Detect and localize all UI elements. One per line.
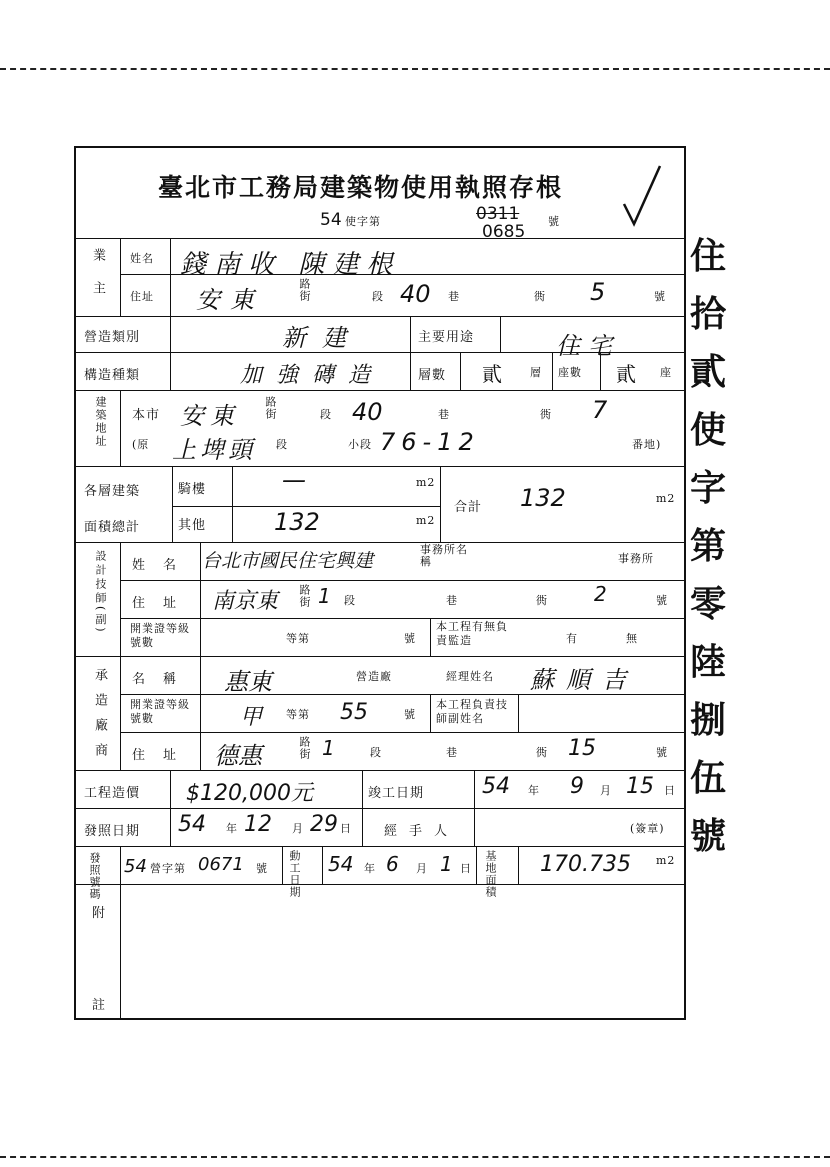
rule: [200, 542, 201, 770]
owner-addr-no-value: 5: [590, 278, 606, 306]
designer-name-label: 姓名: [132, 558, 195, 573]
rule: [74, 390, 686, 391]
remarks-label-bottom: 註: [92, 998, 107, 1013]
cost-finish-year: 54: [482, 774, 510, 799]
area-arcade-label: 騎樓: [178, 482, 207, 497]
side-stamp-char: 字: [690, 467, 727, 509]
contractor-name-label: 名稱: [132, 672, 195, 687]
rule: [74, 808, 686, 809]
designer-addr-label: 住址: [132, 596, 195, 611]
rule: [172, 506, 440, 507]
site-no-value2: 7: [592, 396, 608, 424]
rule: [500, 316, 501, 352]
contractor-alley: 衖: [536, 746, 548, 759]
designer-grade: 等第: [286, 632, 310, 645]
contractor-engineer-label: 本工程負責技師副姓名: [436, 698, 508, 725]
rule: [120, 884, 121, 1020]
rule: [120, 238, 121, 316]
area-arcade-value: —: [282, 466, 306, 494]
designer-section-value: 1: [318, 584, 331, 608]
rule: [518, 694, 519, 732]
owner-section-label: 業主: [90, 248, 105, 314]
owner-addr-road: 路街: [298, 278, 311, 302]
rule: [474, 770, 475, 808]
area-arcade-unit: m2: [416, 476, 436, 489]
checkmark-icon: [622, 160, 662, 234]
owner-addr-district: 安東: [196, 286, 264, 314]
permit-number: 0685: [482, 222, 526, 242]
area-other-label: 其他: [178, 518, 207, 533]
site-lot: 番地): [632, 438, 662, 451]
contractor-addr-label: 住址: [132, 748, 195, 763]
construction-floors-label: 層數: [418, 368, 447, 383]
construction-floors-value: 貳: [482, 362, 502, 386]
rule: [430, 694, 431, 732]
rule: [476, 846, 477, 884]
side-stamp-char: 捌: [690, 699, 727, 741]
permit-day: 日: [460, 862, 472, 875]
permit-base-unit: m2: [656, 854, 676, 867]
designer-no-value: 2: [594, 582, 607, 606]
site-road: 路街: [264, 396, 277, 420]
cost-month: 月: [600, 784, 612, 797]
rule: [232, 466, 233, 542]
site-orig-section: 段: [276, 438, 288, 451]
permit-start-year: 54: [328, 852, 354, 876]
permit-prefix: 使字第: [345, 215, 381, 228]
side-stamp: [690, 228, 730, 868]
permit-prefix-value: 54: [124, 856, 147, 877]
area-label2: 面積總計: [84, 520, 141, 535]
permit-number-value: 0671: [198, 854, 244, 875]
rule: [120, 580, 686, 581]
designer-name-value: 台北市國民住宅興建: [202, 550, 374, 572]
permit-year: 54: [320, 210, 342, 230]
construction-type-label: 營造類別: [84, 330, 141, 345]
owner-addr-street: 衖: [534, 290, 546, 303]
site-label: 建築地址: [94, 396, 107, 448]
rule: [172, 466, 173, 542]
rule: [74, 542, 686, 543]
rule: [552, 352, 553, 390]
rule: [518, 846, 519, 884]
designer-label: 設計技師(副): [94, 550, 107, 635]
designer-lane: 巷: [446, 594, 458, 607]
area-total-label: 合計: [454, 500, 483, 515]
construction-floors-unit: 層: [530, 366, 542, 379]
rule: [120, 732, 686, 733]
contractor-lane: 巷: [446, 746, 458, 759]
construction-blocks-label: 座數: [558, 366, 582, 379]
contractor-road: 路街: [298, 736, 311, 760]
rule: [474, 808, 475, 846]
rule: [74, 884, 686, 885]
page-title: 臺北市工務局建築物使用執照存根: [158, 173, 564, 202]
contractor-firm: 營造廠: [356, 670, 392, 683]
construction-usage-label: 主要用途: [418, 330, 475, 345]
site-lot-value: 76-12: [380, 428, 480, 456]
side-stamp-char: 住: [690, 235, 727, 277]
site-section: 段: [320, 408, 332, 421]
area-other-unit: m2: [416, 514, 436, 527]
cost-finish-day: 15: [626, 774, 654, 799]
side-stamp-char: 拾: [690, 293, 727, 335]
side-stamp-char: 陸: [690, 641, 727, 683]
rule: [362, 808, 363, 846]
rule: [74, 656, 686, 657]
site-lane: 巷: [438, 408, 450, 421]
issue-year: 年: [226, 822, 238, 835]
owner-addr-no: 號: [654, 290, 666, 303]
remarks-label-top: 附: [92, 906, 107, 921]
side-stamp-char: 號: [690, 815, 727, 857]
permit-suffix: 號: [548, 215, 560, 228]
contractor-no-value: 15: [568, 736, 596, 761]
contractor-label: 承造廠商: [92, 668, 107, 768]
cost-year: 年: [528, 784, 540, 797]
issue-seal: (簽章): [630, 822, 665, 835]
construction-blocks-unit: 座: [660, 366, 672, 379]
rule: [170, 808, 171, 846]
contractor-addr-value: 德惠: [214, 742, 262, 770]
issue-day: 日: [340, 822, 352, 835]
side-stamp-char: 零: [690, 583, 727, 625]
designer-none: 無: [626, 632, 638, 645]
designer-no: 號: [656, 594, 668, 607]
area-total-value: 132: [520, 484, 566, 512]
issue-handler-label: 經手人: [384, 824, 460, 839]
designer-office-suffix: 事務所: [618, 552, 654, 565]
rule: [170, 238, 171, 316]
rule: [74, 846, 686, 847]
cost-value: $120,000元: [186, 781, 313, 806]
rule: [170, 316, 171, 390]
permit-base-label: 基地面積: [484, 850, 497, 898]
designer-supervise-label: 本工程有無負責監造: [436, 620, 508, 647]
permit-number-struck: 0311: [476, 204, 520, 224]
site-district: 安東: [180, 402, 240, 430]
site-orig-subsection: 小段: [348, 438, 372, 451]
designer-alley: 衖: [536, 594, 548, 607]
designer-has: 有: [566, 632, 578, 645]
issue-year-value: 54: [178, 812, 206, 837]
owner-addr-alley-no: 40: [400, 280, 431, 308]
scan-edge-bottom: [0, 1156, 830, 1158]
contractor-manager-value: 蘇順吉: [530, 666, 638, 694]
scan-edge-top: [0, 68, 830, 70]
designer-road: 路街: [298, 584, 311, 608]
construction-blocks-value: 貳: [616, 362, 636, 386]
issue-month: 月: [292, 822, 304, 835]
side-stamp-char: 貳: [690, 351, 727, 393]
area-label1: 各層建築: [84, 484, 141, 499]
contractor-no: 號: [656, 746, 668, 759]
construction-usage-value: 住宅: [556, 332, 620, 360]
construction-type-value: 新建: [282, 324, 362, 352]
rule: [120, 542, 121, 770]
designer-addr-value: 南京東: [212, 589, 279, 614]
cost-finish-label: 竣工日期: [368, 786, 425, 801]
rule: [282, 846, 283, 884]
permit-year: 年: [364, 862, 376, 875]
rule: [74, 466, 686, 467]
rule: [322, 846, 323, 884]
issue-day-value: 29: [310, 812, 338, 837]
designer-section: 段: [344, 594, 356, 607]
designer-license-label: 開業證等級號數: [130, 622, 190, 649]
contractor-section-value: 1: [322, 736, 335, 760]
rule: [440, 466, 441, 542]
side-stamp-char: 伍: [690, 757, 727, 799]
contractor-name-value: 惠東: [224, 668, 272, 696]
owner-name-value: 錢南收 陳建根: [180, 250, 401, 280]
cost-label: 工程造價: [84, 786, 141, 801]
contractor-grade-value: 甲: [240, 705, 263, 730]
side-stamp-char: 第: [690, 525, 727, 567]
owner-name-label: 姓名: [130, 252, 154, 265]
cost-day: 日: [664, 784, 676, 797]
designer-office-label: 事務所名稱: [420, 543, 468, 568]
owner-addr-lane: 巷: [448, 290, 460, 303]
site-city: 本市: [132, 408, 161, 423]
site-orig-prefix: (原: [132, 438, 150, 451]
contractor-grade: 等第: [286, 708, 310, 721]
rule: [120, 618, 686, 619]
side-stamp-char: 使: [690, 409, 727, 451]
rule: [362, 770, 363, 808]
rule: [410, 316, 411, 390]
contractor-manager-label: 經理姓名: [446, 670, 494, 683]
rule: [74, 238, 686, 239]
contractor-license-no: 55: [340, 700, 368, 725]
site-orig-area: 上埤頭: [172, 436, 256, 464]
permit-month: 月: [416, 862, 428, 875]
designer-number: 號: [404, 632, 416, 645]
rule: [460, 352, 461, 390]
permit-start-day: 1: [440, 852, 453, 876]
contractor-license-label: 開業證等級號數: [130, 698, 190, 725]
construction-struct-label: 構造種類: [84, 368, 141, 383]
rule: [170, 770, 171, 808]
area-total-unit: m2: [656, 492, 676, 505]
permit-prefix-label: 營字第: [150, 862, 186, 875]
permit-start-month: 6: [386, 852, 399, 876]
permit-label: 發照號碼: [88, 852, 101, 900]
cost-finish-month: 9: [570, 774, 584, 799]
permit-base-value: 170.735: [540, 852, 631, 877]
contractor-section: 段: [370, 746, 382, 759]
rule: [74, 770, 686, 771]
rule: [74, 316, 686, 317]
permit-start-label: 動工日期: [288, 850, 301, 898]
area-other-value: 132: [274, 508, 320, 536]
site-no-value: 40: [352, 398, 383, 426]
permit-number-label: 號: [256, 862, 268, 875]
site-alley: 衖: [540, 408, 552, 421]
rule: [120, 390, 121, 466]
owner-addr-label: 住址: [130, 290, 154, 303]
issue-month-value: 12: [244, 812, 272, 837]
rule: [430, 618, 431, 656]
owner-addr-section: 段: [372, 290, 384, 303]
issue-label: 發照日期: [84, 824, 141, 839]
rule: [120, 846, 121, 884]
construction-struct-value: 加強磚造: [240, 363, 385, 388]
contractor-number: 號: [404, 708, 416, 721]
